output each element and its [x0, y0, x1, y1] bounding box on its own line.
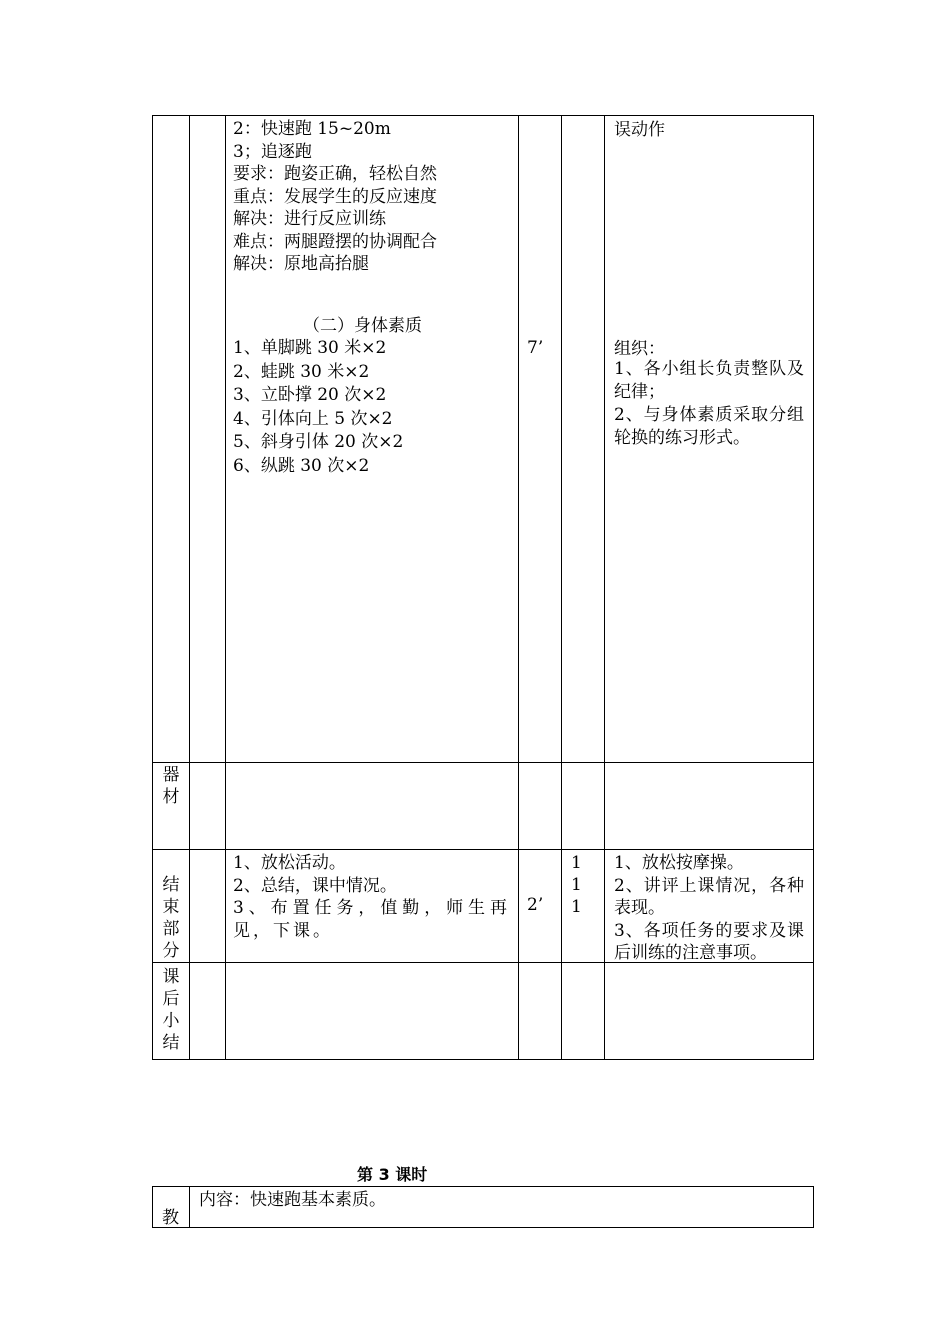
lesson3-border-bottom: [152, 1227, 814, 1228]
row-divider-ending: [152, 849, 814, 850]
lesson3-border-right: [813, 1186, 814, 1228]
content-line: 解决：原地高抬腿: [233, 254, 369, 274]
content-line: 要求：跑姿正确，轻松自然: [233, 164, 437, 184]
lesson3-row-label: 教: [162, 1208, 179, 1228]
col-divider-5: [604, 115, 605, 1060]
lesson3-border-left: [152, 1186, 153, 1228]
fitness-heading: （二）身体素质: [303, 316, 422, 336]
row-divider-equipment: [152, 762, 814, 763]
equipment-label: 器材: [162, 765, 180, 807]
lesson-title: 第 3 课时: [357, 1165, 428, 1184]
list-item: 6、纵跳 30 次×2: [233, 455, 370, 476]
col-divider-3: [518, 115, 519, 1060]
col-divider-4: [561, 115, 562, 1060]
summary-label: 课后小结: [162, 967, 180, 1053]
count-value: 1: [571, 875, 582, 895]
content-line: 解决：进行反应训练: [233, 209, 386, 229]
table-border-bottom: [152, 1059, 814, 1060]
content-line: 难点：两腿蹬摆的协调配合: [233, 231, 437, 252]
table-border-top: [152, 115, 814, 116]
col-divider-1: [189, 115, 190, 1060]
col-divider-2: [225, 115, 226, 1060]
ending-content: [233, 852, 510, 942]
content-line: 3；追逐跑: [233, 141, 312, 162]
table-border-right: [813, 115, 814, 1060]
organization-label: 组织：: [614, 339, 665, 359]
count-value: 1: [571, 853, 582, 873]
method-item: 3、各项任务的要求及课后训练的注意事项。: [614, 920, 804, 963]
time-value: 7’: [527, 338, 544, 358]
lesson3-border-top: [152, 1186, 814, 1187]
content-line: 重点：发展学生的反应速度: [233, 186, 437, 207]
ending-item: 3、布置任务，值勤，师生再见，下课。: [233, 898, 510, 941]
ending-item: 2、总结，课中情况。: [233, 875, 397, 896]
lesson3-content: 内容：快速跑基本素质。: [199, 1190, 386, 1210]
list-item: 5、斜身引体 20 次×2: [233, 432, 404, 452]
fitness-list: [233, 337, 403, 478]
ending-time: 2’: [527, 895, 544, 915]
ending-section-label: 结束部分: [162, 875, 180, 961]
method-item: 2、讲评上课情况，各种表现。: [614, 875, 804, 918]
method-top-text: 误动作: [614, 120, 665, 140]
running-content: [233, 118, 437, 276]
organization-item: 1、各小组长负责整队及纪律；: [614, 359, 804, 402]
lesson3-col-divider: [189, 1186, 190, 1228]
method-item: 1、放松按摩操。: [614, 853, 744, 873]
count-value: 1: [571, 897, 582, 917]
table-border-left: [152, 115, 153, 1060]
organization-item: 2、与身体素质采取分组轮换的练习形式。: [614, 405, 804, 448]
ending-item: 1、放松活动。: [233, 853, 346, 873]
list-item: 1、单脚跳 30 米×2: [233, 338, 387, 358]
list-item: 4、引体向上 5 次×2: [233, 408, 393, 429]
content-line: 2：快速跑 15~20m: [233, 119, 391, 139]
ending-methods: [614, 852, 804, 965]
list-item: 2、蛙跳 30 米×2: [233, 361, 370, 382]
list-item: 3、立卧撑 20 次×2: [233, 385, 387, 405]
ending-count: [571, 852, 582, 918]
